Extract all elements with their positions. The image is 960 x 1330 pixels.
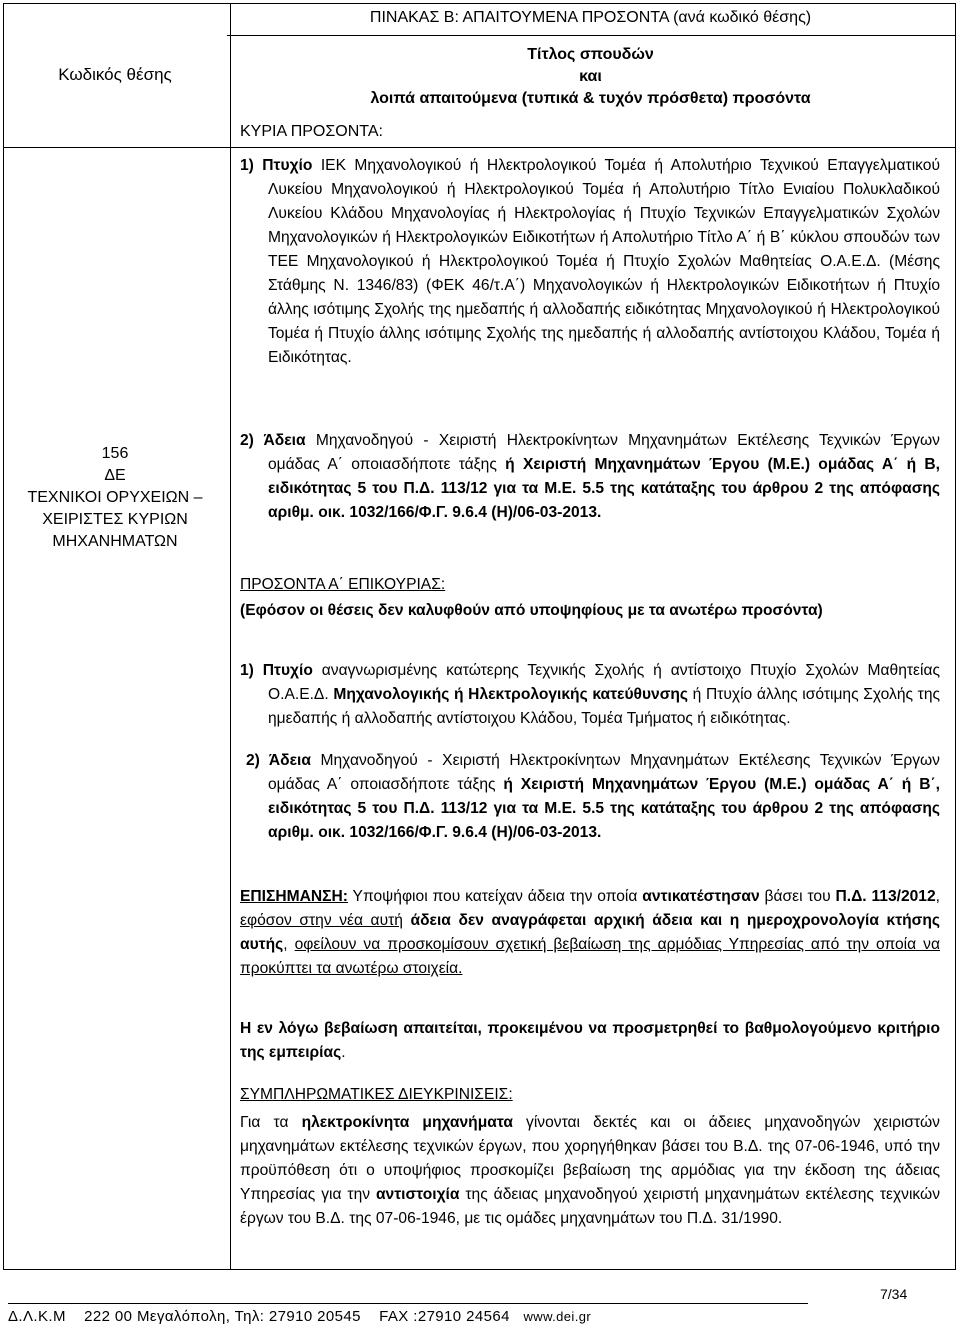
position-code-cell [4,443,226,553]
notice-text-2: αντικατέστησαν [642,888,760,905]
secondary-note: (Εφόσον οι θέσεις δεν καλυφθούν από υποψηφίους με τα ανωτέρω προσόντα) [240,602,823,619]
notice-text-8: άδεια δεν αναγράφεται αρχική άδεια και η ημεροχρονολογία κτήσης αυτής [240,912,940,953]
extra-text-5: της άδειας μηχανοδηγού χειριστή μηχανημάτων εκτέλεσης τεχνικών έργων του Β.Δ. της 07-06-1946, με τις ομάδες μηχανημάτων του Π.Δ. 31/1990. [240,1186,940,1227]
extra-text-4: αντιστοιχία [375,1186,460,1203]
secondary-heading-text: ΠΡΟΣΟΝΤΑ Α΄ ΕΠΙΚΟΥΡΙΑΣ: [240,576,446,593]
secondary-item-2-label: 2) Άδεια [246,752,311,769]
notice-paragraph [240,885,940,981]
secondary-item-1 [240,659,940,731]
footer-fax: FAX :27910 24564 [379,1308,510,1325]
column-divider [230,4,231,1269]
main-item-1 [240,154,940,370]
main-item-1-text: ΙΕΚ Μηχανολογικού ή Ηλεκτρολογικού Τομέα ή Απολυτήριο Τεχνικού Επαγγελματικού Λυκείου Μηχανολογικού ή Ηλεκτρολογικού Τομέα ή Απολυτήριο Τίτλο Ενιαίου Πολυκλαδικού Λυκείου Κλάδου Μηχανολογίας ή Ηλεκτρολογίας ή Πτυχίο Τεχνικών Επαγγελματικών Σχολών Μηχανολογικών ή Ηλεκτρολογικών Ειδικοτήτων ή Απολυτήριο Τίτλο Α΄ ή Β΄ κύκλου σπουδών των ΤΕΕ Μηχανολογικού ή Ηλεκτρολογικού Τομέα ή Πτυχίο Σχολών Μαθητείας Ο.Α.Ε.Δ. (Μέσης Στάθμης Ν. 1346/83) (ΦΕΚ 46/τ.Α΄) Μηχανολογικών ή Ηλεκτρολογικών Ειδικοτήτων ή Πτυχίο άλλης ισότιμης Σχολής της ημεδαπής ή αλλοδαπής ειδικότητας Μηχανολογικού ή Ηλεκτρολογικού Τομέα ή Πτυχίο άλλης ισότιμης Σχολής της ημεδαπής ή αλλοδαπής αντίστοιχου Κλάδου, Τομέα ή Ειδικότητας. [268,157,940,366]
header-line-3: λοιπά απαιτούμενα (τυπικά & τυχόν πρόσθετα) προσόντα [370,90,811,107]
extra-heading-text: ΣΥΜΠΛΗΡΩΜΑΤΙΚΕΣ ΔΙΕΥΚΡΙΝΙΣΕΙΣ: [240,1086,513,1103]
notice-text-10: οφείλουν να προσκομίσουν σχετική βεβαίωση της αρμόδιας Υπηρεσίας από την οποία να προκύπτει τα ανωτέρω στοιχεία. [240,936,940,977]
notice-text-9: , [283,936,295,953]
qualifications-column-header [227,44,954,110]
notice-heading: ΕΠΙΣΗΜΑΝΣΗ: [240,888,348,905]
footer-address: 222 00 Μεγαλόπολη, Τηλ: 27910 20545 [84,1308,361,1325]
notice-bold-paragraph [240,1017,940,1065]
extra-text-2: ηλεκτροκίνητα μηχανήματα [301,1114,513,1131]
secondary-item-1-text-a: αναγνωρισμένης κατώτερης Τεχνικής Σχολής ή αντίστοιχο Πτυχίο Σχολών Μαθητείας Ο.Α.Ε.Δ. [268,662,940,703]
secondary-item-1-text-b: ή Πτυχίο άλλης ισότιμης Σχολής της ημεδαπής ή αλλοδαπής αντίστοιχου Κλάδου, Τομέα Τμήματος ή ειδικότητας. [268,686,941,727]
notice-text-3: βάσει του [759,888,836,905]
main-qualifications-heading: ΚΥΡΙΑ ΠΡΟΣΟΝΤΑ: [240,123,383,140]
header-line-2: και [579,68,602,85]
header-line-1: Τίτλος σπουδών [527,46,654,63]
main-item-2-label: 2) Άδεια [240,432,306,449]
page-number: 7/34 [880,1286,908,1302]
notice-text-5: , [935,888,940,905]
secondary-heading [240,573,940,597]
main-item-2-text: Μηχανοδηγού - Χειριστή Ηλεκτροκίνητων Μηχανημάτων Εκτέλεσης Τεχνικών Έργων ομάδας Α΄ οποιασδήποτε τάξης [268,432,940,473]
table-title: ΠΙΝΑΚΑΣ Β: ΑΠΑΙΤΟΥΜΕΝΑ ΠΡΟΣΟΝΤΑ (ανά κωδικό θέσης) [369,9,812,26]
extra-heading [240,1083,940,1107]
footer [8,1308,591,1325]
position-name-3: ΜΗΧΑΝΗΜΑΤΩΝ [52,533,178,550]
extra-paragraph [240,1111,940,1231]
notice-text-4: Π.Δ. 113/2012 [835,888,936,905]
notice-text-1: Υποψήφιοι που κατείχαν άδεια την οποία [347,888,643,905]
secondary-item-1-bold: Μηχανολογικής ή Ηλεκτρολογικής κατεύθυνσης [333,686,688,703]
secondary-item-2-bold: ή Χειριστή Μηχανημάτων Έργου (Μ.Ε.) ομάδας Α΄ ή Β΄, ειδικότητας 5 του Π.Δ. 113/12 για τα Μ.Ε. 5.5 της κατάταξης του άρθρου 2 της απόφασης αριθμ. οικ. 1032/166/Φ.Γ. 9.6.4 (Η)/06-03-2013. [268,776,940,841]
position-name-1: ΤΕΧΝΙΚΟΙ ΟΡΥΧΕΙΩΝ – [27,489,203,506]
main-item-2 [240,429,940,525]
secondary-item-2 [240,749,940,845]
notice-text-6: εφόσον στην νέα αυτή [240,912,403,929]
extra-text-3: γίνονται δεκτές και οι άδειες μηχανοδηγών χειριστών μηχανημάτων εκτέλεσης τεχνικών έργων, που χορηγήθηκαν βάσει του Β.Δ. της 07-06-1946, υπό την προϋπόθεση ότι ο υποψήφιος προσκομίζει βεβαίωση της αρμόδιας για την έκδοση της άδειας Υπηρεσίας για την [240,1114,940,1203]
footer-org: Δ.Λ.Κ.Μ [8,1308,66,1325]
secondary-item-2-text: Μηχανοδηγού - Χειριστή Ηλεκτροκίνητων Μηχανημάτων Εκτέλεσης Τεχνικών Έργων ομάδας Α΄ οποιασδήποτε τάξης [268,752,940,793]
position-category: ΔΕ [104,467,126,484]
main-item-1-label: 1) Πτυχίο [240,157,313,174]
notice-bold-text: Η εν λόγω βεβαίωση απαιτείται, προκειμένου να προσμετρηθεί το βαθμολογούμενο κριτήριο της εμπειρίας [240,1020,940,1061]
position-name-2: ΧΕΙΡΙΣΤΕΣ ΚΥΡΙΩΝ [42,511,188,528]
footer-website[interactable]: www.dei.gr [523,1309,592,1324]
header-divider [4,147,955,148]
secondary-item-1-label: 1) Πτυχίο [240,662,313,679]
notice-text-7 [403,912,411,929]
extra-text-1: Για τα [240,1114,302,1131]
footer-rule [8,1303,808,1304]
notice-bold-end: . [341,1044,346,1061]
main-item-2-bold: ή Χειριστή Μηχανημάτων Έργου (Μ.Ε.) ομάδας Α΄ ή Β, ειδικότητας 5 του Π.Δ. 113/12 για τα Μ.Ε. 5.5 της κατάταξης του άρθρου 2 της απόφασης αριθμ. οικ. 1032/166/Φ.Γ. 9.6.4 (Η)/06-03-2013. [268,456,940,521]
code-column-header: Κωδικός θέσης [58,65,172,84]
title-divider [227,35,955,36]
position-code: 156 [101,445,129,462]
